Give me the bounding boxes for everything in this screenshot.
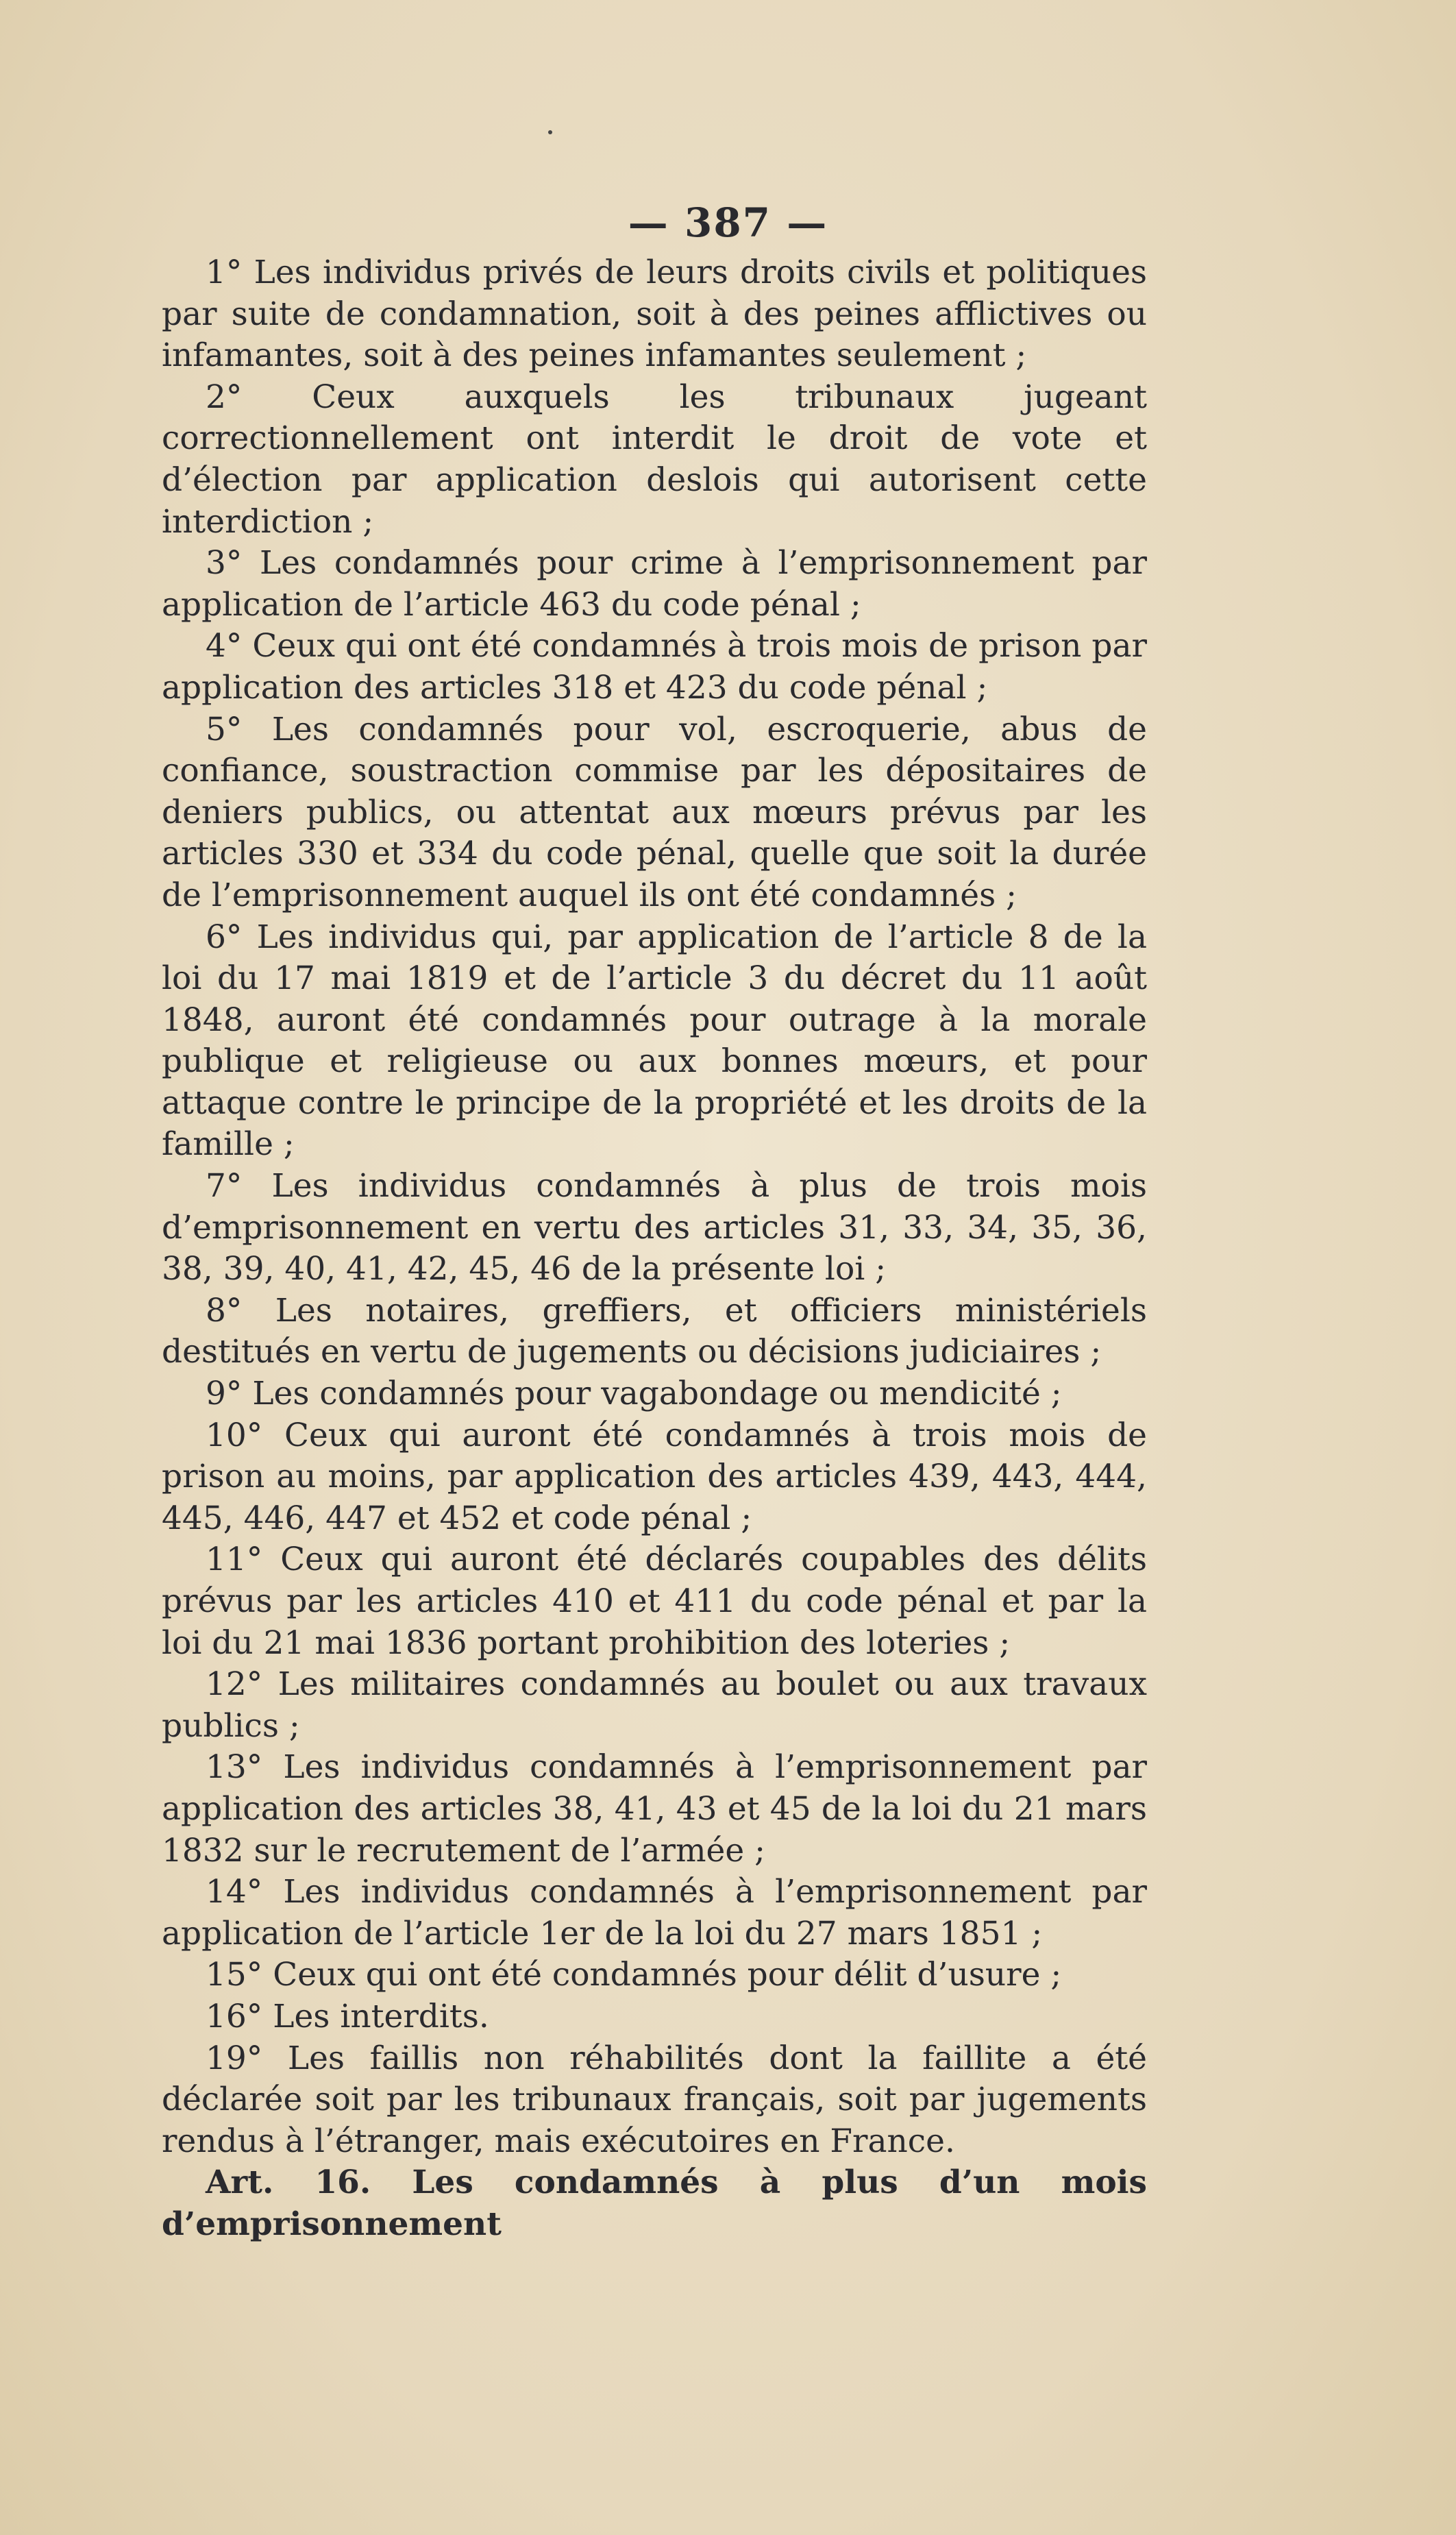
paragraph-14: 14° Les individus condamnés à l’emprisonnement par application de l’article 1er de la loi du 27 mars 1851 ; [162, 1873, 1147, 1952]
article-text: Les condamnés à plus d’un mois d’emprisonnement [162, 2164, 1147, 2243]
paragraph-4: 4° Ceux qui ont été condamnés à trois mois de prison par application des articles 318 et 423 du code pénal ; [162, 627, 1147, 707]
paragraph-10: 10° Ceux qui auront été condamnés à trois mois de prison au moins, par application des articles 439, 443, 444, 445, 446, 447 et 452 et code pénal ; [162, 1416, 1147, 1537]
article-16 [162, 2162, 1147, 2245]
paragraph-2: 2° Ceux auxquels les tribunaux jugeant correctionnellement ont interdit le droit de vote et d’élection par application deslois qui autorisent cette interdiction ; [162, 378, 1147, 541]
page-number: — 387 — [628, 199, 828, 246]
paragraph-3: 3° Les condamnés pour crime à l’emprisonnement par application de l’article 463 du code pénal ; [162, 544, 1147, 624]
ink-speck [548, 130, 552, 134]
paragraph-13: 13° Les individus condamnés à l’emprisonnement par application des articles 38, 41, 43 et 45 de la loi du 21 mars 1832 sur le recrutement de l’armée ; [162, 1748, 1147, 1870]
article-label: Art. 16. [206, 2164, 371, 2202]
paragraph-16: 16° Les interdits. [206, 1997, 489, 2035]
paragraph-6: 6° Les individus qui, par application de l’article 8 de la loi du 17 mai 1819 et de l’article 3 du décret du 11 août 1848, auront été condamnés pour outrage à la morale publique et religieuse ou aux bonnes mœurs, et pour attaque contre le principe de la propriété et les droits de la famille ; [162, 918, 1147, 1164]
paragraph-7: 7° Les individus condamnés à plus de trois mois d’emprisonnement en vertu des articles 31, 33, 34, 35, 36, 38, 39, 40, 41, 42, 45, 46 de la présente loi ; [162, 1167, 1147, 1288]
paragraph-9: 9° Les condamnés pour vagabondage ou mendicité ; [206, 1375, 1062, 1413]
paragraph-1: 1° Les individus privés de leurs droits civils et politiques par suite de condamnation, soit à des peines afflictives ou infamantes, soit à des peines infamantes seulement ; [162, 254, 1147, 375]
paragraph-5: 5° Les condamnés pour vol, escroquerie, abus de confiance, soustraction commise par les dépositaires de deniers publics, ou attentat aux mœurs prévus par les articles 330 et 334 du code pénal, quelle que soit la durée de l’emprisonnement auquel ils ont été condamnés ; [162, 710, 1147, 914]
paragraph-15: 15° Ceux qui ont été condamnés pour délit d’usure ; [206, 1956, 1062, 1994]
paragraph-11: 11° Ceux qui auront été déclarés coupables des délits prévus par les articles 410 et 411 du code pénal et par la loi du 21 mai 1836 portant prohibition des loteries ; [162, 1541, 1147, 1662]
paragraph-8: 8° Les notaires, greffiers, et officiers ministériels destitués en vertu de jugements ou décisions judiciaires ; [162, 1291, 1147, 1371]
page-body [162, 252, 1147, 2246]
paragraph-12: 12° Les militaires condamnés au boulet ou aux travaux publics ; [162, 1665, 1147, 1745]
paragraph-19: 19° Les faillis non réhabilités dont la faillite a été déclarée soit par les tribunaux français, soit par jugements rendus à l’étranger, mais exécutoires en France. [162, 2039, 1147, 2160]
